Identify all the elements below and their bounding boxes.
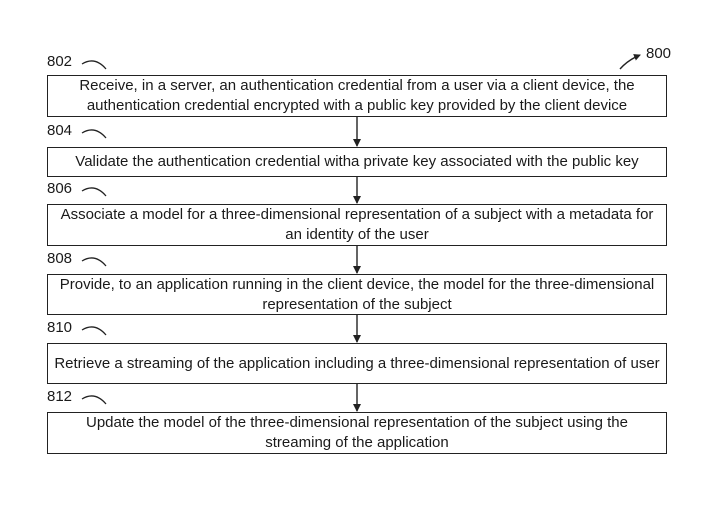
step-box-806 xyxy=(47,204,667,246)
step-box-810 xyxy=(47,343,667,384)
leader-line-812 xyxy=(82,396,106,404)
step-box-812 xyxy=(47,412,667,454)
leader-line-802 xyxy=(82,61,106,69)
step-ref-804: 804 xyxy=(47,122,73,139)
step-text-802: Receive, in a server, an authentication credential from a user via a client device, the authentication credential encrypted with a public key provided by the client device xyxy=(79,77,635,114)
step-box-802 xyxy=(47,75,667,117)
step-box-808 xyxy=(47,274,667,315)
step-text-810: Retrieve a streaming of the application including a three-dimensional representation of user xyxy=(54,354,660,372)
figure-label: 800 xyxy=(646,45,672,62)
step-text-806: Associate a model for a three-dimensional representation of a subject with a metadata for an identity of the user xyxy=(60,206,654,243)
step-ref-810: 810 xyxy=(47,319,73,336)
step-text-812: Update the model of the three-dimensional representation of the subject using the streaming of the application xyxy=(85,414,628,451)
step-ref-808: 808 xyxy=(47,250,73,267)
leader-line-808 xyxy=(82,258,106,266)
leader-line-804 xyxy=(82,130,106,138)
step-ref-802: 802 xyxy=(47,53,73,70)
step-text-808: Provide, to an application running in the client device, the model for the three-dimensional representation of the subject xyxy=(59,275,655,313)
step-text-804: Validate the authentication credential witha private key associated with the public key xyxy=(75,153,639,170)
step-ref-806: 806 xyxy=(47,180,73,197)
figure-pointer-arrow xyxy=(620,55,640,69)
leader-line-806 xyxy=(82,188,106,196)
leader-line-810 xyxy=(82,327,106,335)
step-ref-812: 812 xyxy=(47,388,73,405)
step-box-804 xyxy=(47,147,667,177)
